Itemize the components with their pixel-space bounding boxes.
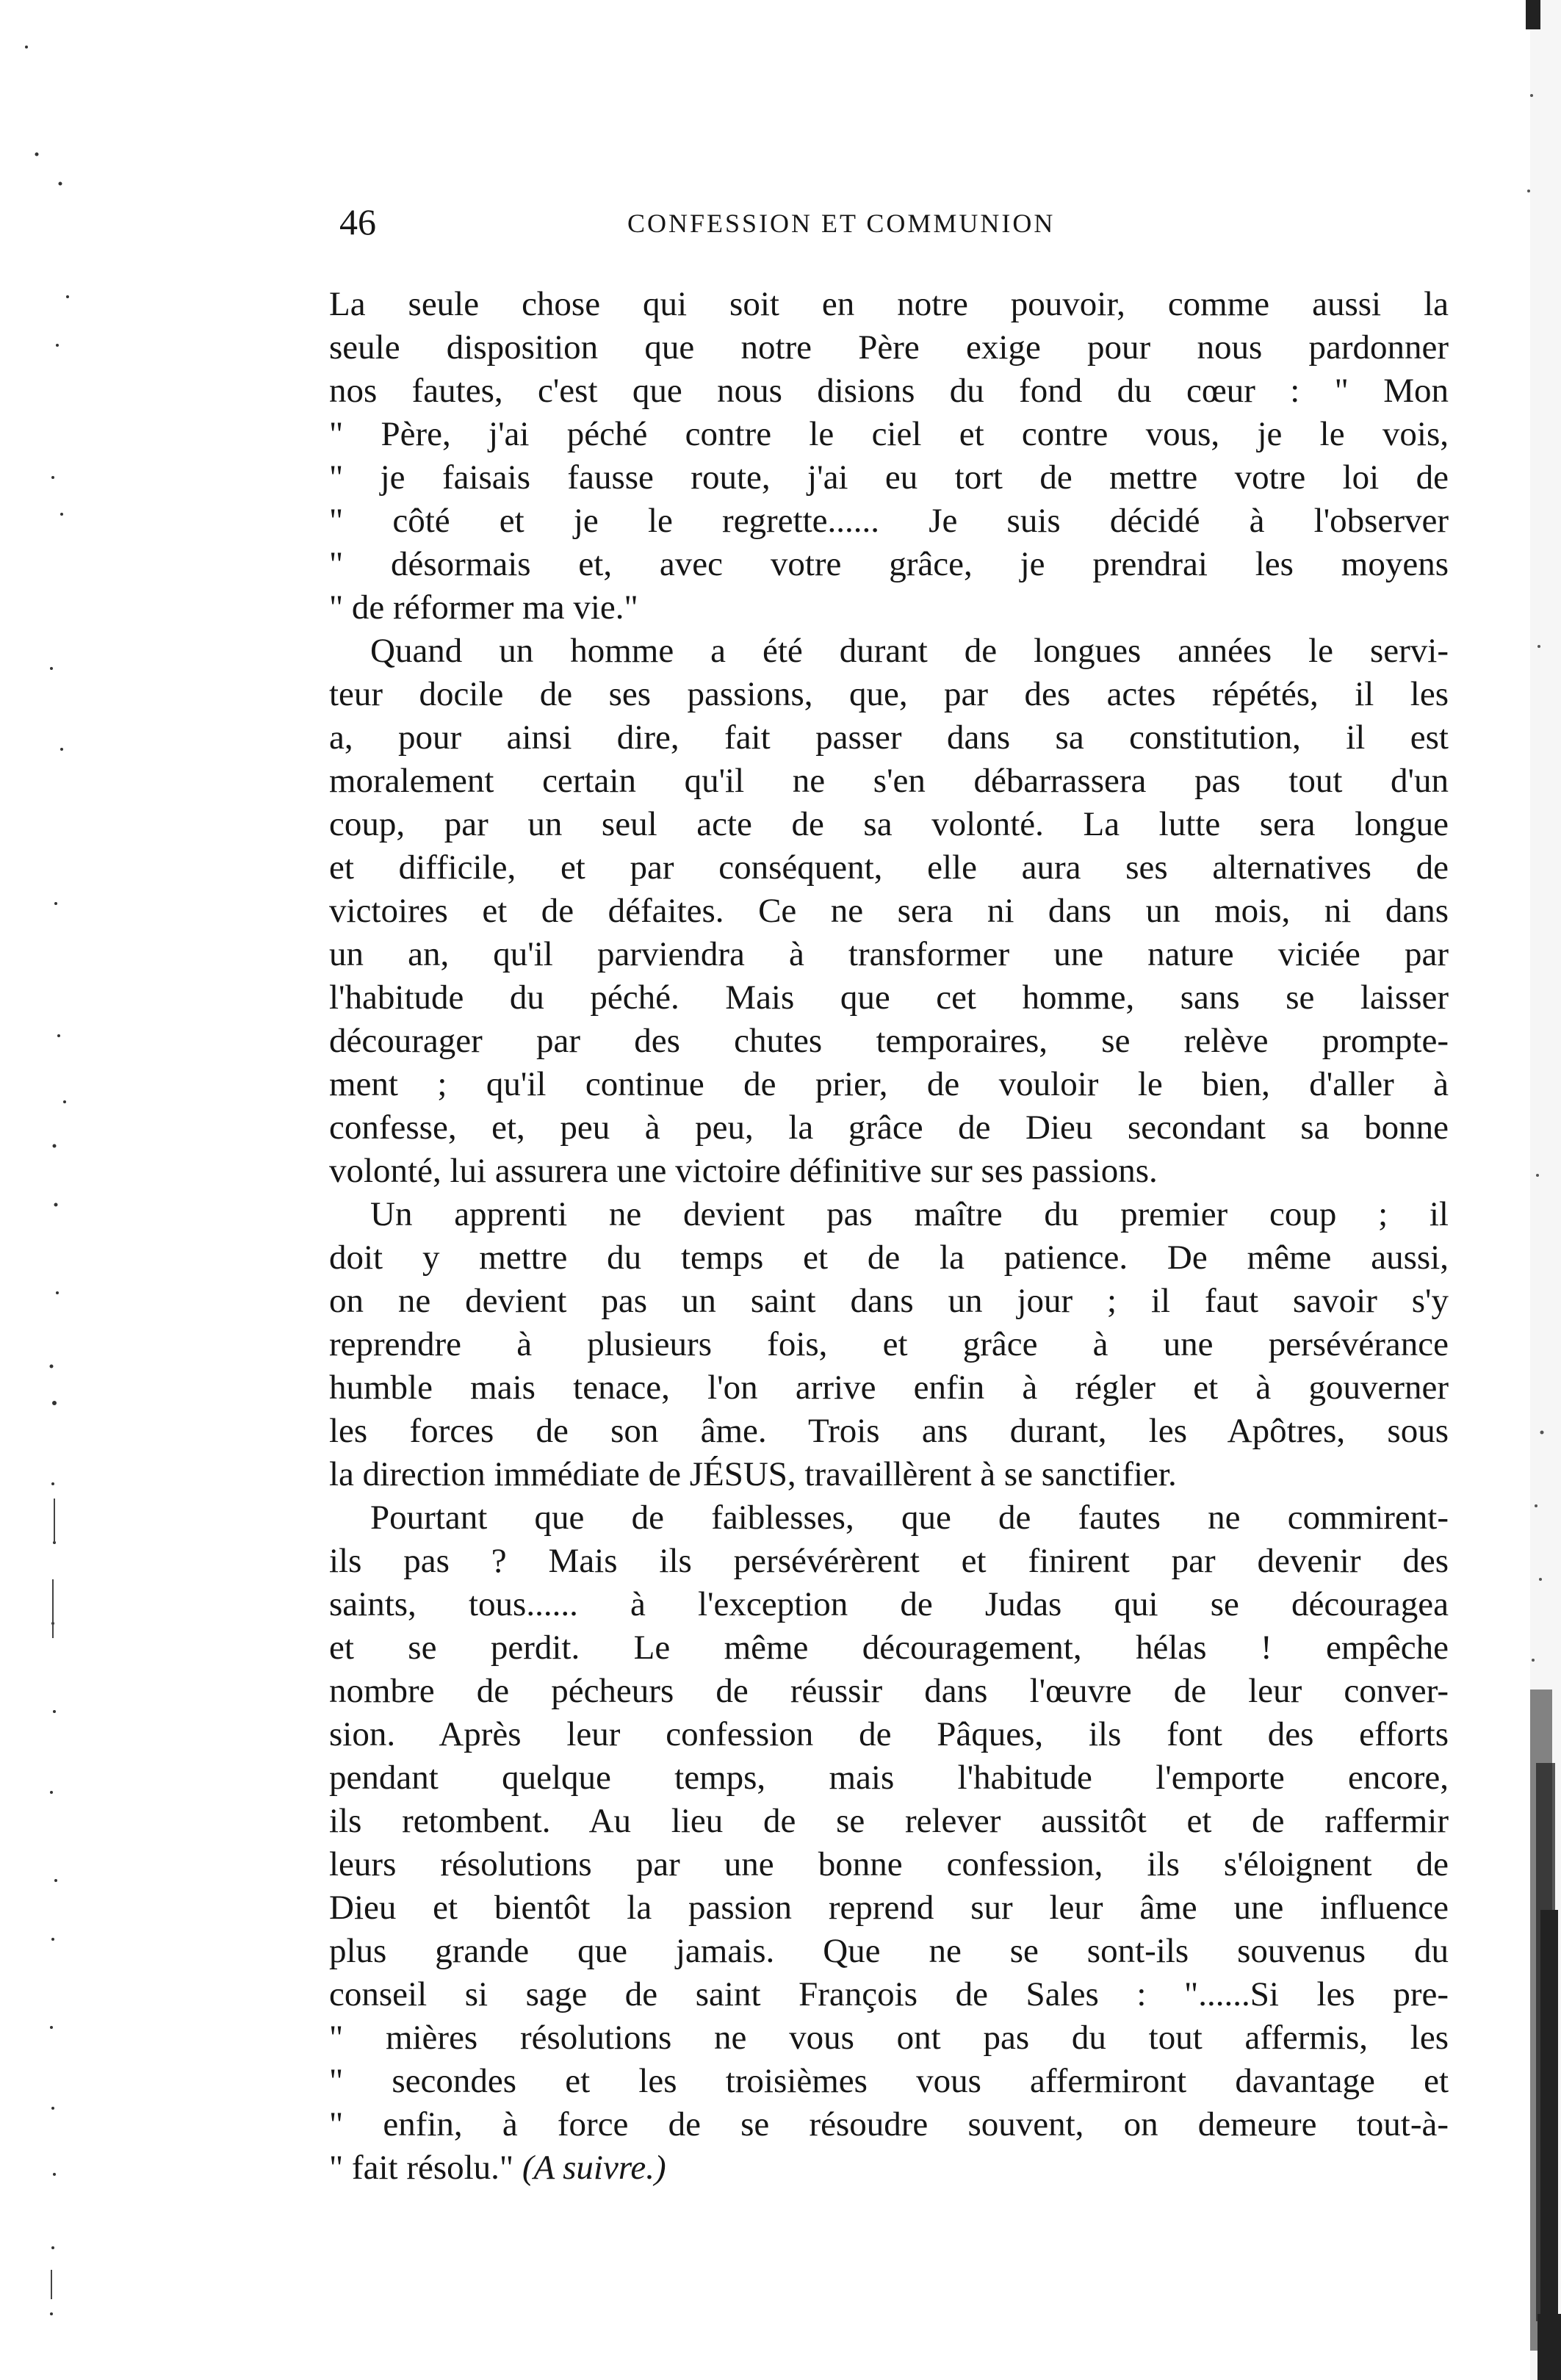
text-line: teur docile de ses passions, que, par des actes répétés, il les	[329, 675, 1449, 713]
text-line: nombre de pécheurs de réussir dans l'œuvre de leur conver-	[329, 1672, 1449, 1710]
text-line: confesse, et, peu à peu, la grâce de Dieu secondant sa bonne	[329, 1108, 1449, 1147]
text-line: Quand un homme a été durant de longues années le servi-	[370, 632, 1449, 670]
text-line: " enfin, à force de se résoudre souvent, on demeure tout-à-	[329, 2105, 1449, 2143]
text-line: coup, par un seul acte de sa volonté. La lutte sera longue	[329, 805, 1449, 843]
text-line: ils pas ? Mais ils persévérèrent et finirent par devenir des	[329, 1542, 1449, 1580]
scan-left-margin-specks	[0, 0, 88, 2380]
text-line: leurs résolutions par une bonne confession, ils s'éloignent de	[329, 1845, 1449, 1883]
body-text	[329, 283, 1449, 2190]
text-line: ils retombent. Au lieu de se relever aussitôt et de raffermir	[329, 1802, 1449, 1840]
page-header	[339, 200, 1456, 244]
text-line: humble mais tenace, l'on arrive enfin à régler et à gouverner	[329, 1368, 1449, 1407]
text-line-content: " fait résolu."	[329, 2149, 514, 2187]
text-line: moralement certain qu'il ne s'en débarrassera pas tout d'un	[329, 762, 1449, 800]
paragraph-1	[329, 283, 1449, 630]
text-line: volonté, lui assurera une victoire définitive sur ses passions.	[329, 1152, 1158, 1190]
running-title: CONFESSION ET COMMUNION	[627, 209, 1056, 238]
text-line	[329, 2146, 1449, 2190]
text-line: Pourtant que de faiblesses, que de fautes ne commirent-	[370, 1499, 1449, 1537]
scan-right-edge-shadow	[1443, 0, 1561, 2380]
text-line: victoires et de défaites. Ce ne sera ni dans un mois, ni dans	[329, 892, 1449, 930]
text-line: a, pour ainsi dire, fait passer dans sa constitution, il est	[329, 718, 1449, 757]
paragraph-4	[329, 1496, 1449, 2190]
text-line: La seule chose qui soit en notre pouvoir, comme aussi la	[329, 285, 1449, 323]
text-line: conseil si sage de saint François de Sales : "......Si les pre-	[329, 1975, 1449, 2013]
text-line: " de réformer ma vie."	[329, 588, 638, 627]
text-line: sion. Après leur confession de Pâques, ils font des efforts	[329, 1715, 1449, 1753]
text-line: et se perdit. Le même découragement, hélas ! empêche	[329, 1629, 1449, 1667]
text-line: " côté et je le regrette...... Je suis décidé à l'observer	[329, 502, 1449, 540]
text-line: Dieu et bientôt la passion reprend sur leur âme une influence	[329, 1889, 1449, 1927]
text-line: seule disposition que notre Père exige pour nous pardonner	[329, 328, 1449, 367]
text-line: " Père, j'ai péché contre le ciel et contre vous, je le vois,	[329, 415, 1449, 453]
text-line: reprendre à plusieurs fois, et grâce à une persévérance	[329, 1325, 1449, 1363]
paragraph-2	[329, 630, 1449, 1193]
text-line: pendant quelque temps, mais l'habitude l'emporte encore,	[329, 1759, 1449, 1797]
text-line: et difficile, et par conséquent, elle aura ses alternatives de	[329, 848, 1449, 887]
text-line: décourager par des chutes temporaires, se relève prompte-	[329, 1022, 1449, 1060]
text-line: saints, tous...... à l'exception de Judas qui se découragea	[329, 1585, 1449, 1623]
paragraph-3	[329, 1193, 1449, 1496]
text-line: " secondes et les troisièmes vous affermiront davantage et	[329, 2062, 1449, 2100]
text-line: les forces de son âme. Trois ans durant, les Apôtres, sous	[329, 1412, 1449, 1450]
page-number: 46	[339, 201, 376, 242]
text-line: la direction immédiate de JÉSUS, travaillèrent à se sanctifier.	[329, 1455, 1177, 1493]
text-line: ment ; qu'il continue de prier, de vouloir le bien, d'aller à	[329, 1065, 1449, 1103]
text-line: " désormais et, avec votre grâce, je prendrai les moyens	[329, 545, 1449, 583]
text-line: un an, qu'il parviendra à transformer une nature viciée par	[329, 935, 1449, 973]
closing-note: (A suivre.)	[522, 2149, 666, 2187]
text-line: on ne devient pas un saint dans un jour ; il faut savoir s'y	[329, 1282, 1449, 1320]
text-line: plus grande que jamais. Que ne se sont-ils souvenus du	[329, 1932, 1449, 1970]
text-line: " mières résolutions ne vous ont pas du tout affermis, les	[329, 2019, 1449, 2057]
text-line: " je faisais fausse route, j'ai eu tort de mettre votre loi de	[329, 458, 1449, 497]
text-line: nos fautes, c'est que nous disions du fond du cœur : " Mon	[329, 372, 1449, 410]
text-line: l'habitude du péché. Mais que cet homme, sans se laisser	[329, 978, 1449, 1017]
text-line: doit y mettre du temps et de la patience. De même aussi,	[329, 1238, 1449, 1277]
text-line: Un apprenti ne devient pas maître du premier coup ; il	[370, 1195, 1449, 1233]
